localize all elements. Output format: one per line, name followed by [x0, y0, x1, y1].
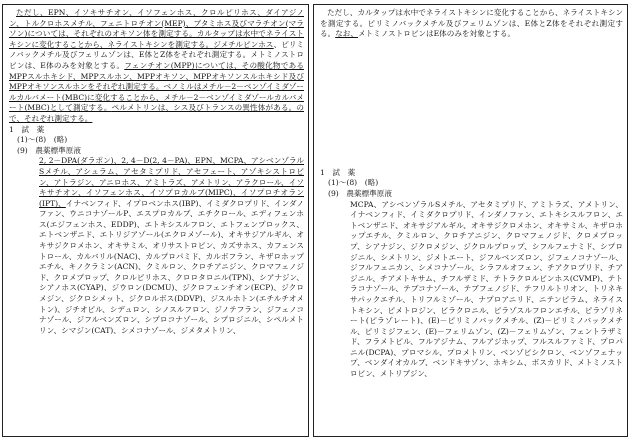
left-intro-underlined-3: フェンチオン(MPP)については、その酸化物であるMPPスルホキシド、MPPスルホン、MPPオキソン、MPPオキソンスルホキシド及びMPPオキソンスルホンをそれぞれ測定する。ベノミルはメチル－2－ベンゾイミダゾールカルバメート(MBC)に変化することから、メチル－2－ベンゾイミダゾールカルバメート(MBC)として測定する。	[9, 60, 304, 113]
right-blank-space	[320, 40, 623, 168]
left-item-9-heading: (9) 農薬標準原液	[17, 145, 81, 155]
right-item-9-heading: (9) 農薬標準原液	[328, 188, 392, 198]
left-list-plain: イナベンフィド、イプロベンホス(IBP)、イミダクロプリド、インダノファン、ウニコナゾールP、エスプロカルブ、エチクロール、エディフェンホス(エジフェンホス、EDDP)、エトキシスルフロン、エトフェンプロックス、エトベンザニド、エトリジアゾール(エクロメゾール)、オキサジアルギル、オキサジクロメホン、オキサミル、オリサストロビン、カズサホス、カフェンストロール、カルバリル(NAC)、カルプロパミド、カルボフラン、キザロホップエチル、キノクラミン(ACN)、クミルロン、クロチアニジン、クロマフェノジド、クロメプロップ、クロルピリホス、クロロタロニル(TPN)、シアナジン、シアノホス(CYAP)、ジウロン(DCMU)、ジクロフェンチオン(ECP)、ジクロメジン、ジクロシメット、ジクロルボス(DDVP)、ジスルホトン(エチルチオメトン)、ジチオピル、シデュロン、シノスルフロン、ジノテフラン、ジフェノコナゾール、ジフルベンズロン、シプロコナゾール、シプロジニル、シペルメトリン、シマジン(CAT)、シメコナゾール、ジメタメトリン、	[39, 198, 304, 335]
left-intro-plain: 、ピリミノバックメチル及びフェリムゾンは、E体とZ体をそれぞれ測定する。メトミノストロビンは、E体のみを対象とする。	[9, 39, 305, 70]
left-intro-paragraph	[9, 8, 304, 125]
right-intro-paragraph	[320, 8, 623, 40]
left-standard-solution-list	[9, 156, 304, 336]
right-column	[313, 4, 628, 437]
left-column	[2, 4, 309, 437]
right-intro-plain: ただし、カルタップは水中でネライストキシンに変化することから、ネライストキシンを測定する。ピリミノバックメチル及びフェリムゾンは、E体とZ体をそれぞれ測定する。	[320, 8, 623, 39]
left-item-1-8: (1)～(8) (略)	[17, 135, 68, 145]
left-intro-underlined-4: ペルメトリンは、シス及びトランスの異性体がある。ので、それぞれ測定する。	[9, 103, 304, 123]
left-list-underlined: 2, 2－DPA(ダラポン)、2, 4－D(2, 4－PA)、EPN、MCPA、アシベンゾラルSメチル、アシュラム、アセタミプリド、アセフェート、アゾキシストロビン、アトラジン、アニロホス、アミトラズ、アメトリン、アラクロール、イソキサチオン、イソフェンホス、イソプロカルブ(MIPC)、イソプロチオラン(IPT)、	[39, 156, 304, 208]
right-item-1-8: (1)～(8) (略)	[328, 178, 379, 188]
right-intro-tail: メトミノストロビンはE体のみを対象とする。	[357, 29, 516, 39]
left-section-heading: 1 試 薬	[9, 124, 45, 134]
left-intro-underlined-1: ただし、EPN、イソキサチオン、イソフェンホス、クロルピリホス、ダイアジノン、トルクロホスメチル、フェニトロチオン(MEP)、ブタミホス及びマラチオン(マラソン)については、それぞれのオキソン体を測定する。カルタップは水中でネライストキシンに変化することから、ネライストキシンを測定する。	[9, 8, 304, 49]
right-section-heading: 1 試 薬	[320, 167, 356, 177]
right-standard-solution-list: MCPA、アシベンゾラルSメチル、アセタミプリド、アミトラズ、アメトリン、イナベンフィド、イミダクロプリド、インダノファン、エトキシスルフロン、エトベンザニド、オキサジアルギル、オキサジクロメホン、オキサミル、キザロホップエチル、クミルロン、クロチアニジン、クロマフェノジド、クロメプロップ、シアナジン、ジクロメジン、ジクロルプロップ、シフルフェナミド、シプロジニル、シメトリン、ジメトエート、ジフルベンズロン、ジフェノコナゾール、ジフルフェニカン、シメコナゾール、シラフルオフェン、チアクロプリド、チアジニル、チアメトキサム、チフルザミド、テトラクロルビンホス(CVMP)、テトラコナゾール、テブコナゾール、テブフェノジド、テフリルトリオン、トリネキサパックエチル、トリフルミゾール、ナプロアニリド、ニテンピラム、ネライストキシン、ピメトロジン、ビラクロニル、ピラゾスルフロンエチル、ピラゾリネート(ピラゾレート)、(E)－ピリミノバックメチル、(Z)－ピリミノバックメチル、ピリミジフェン、(E)－フェリムゾン、(Z)－フェリムゾン、フェントラザミド、フラメトピル、フルアジナム、フルアジホップ、フルスルファミド、プロパニル(DCPA)、プロマシル、プロメトリン、ベンゾビシクロン、ベンゾフェナップ、ベンダイオカルブ、ベンドキサゾン、ホキシム、ボスカリド、メトミノストロビン、メトリブジン、	[350, 199, 623, 379]
right-intro-underlined: なお、	[335, 29, 358, 39]
left-intro-underlined-2: ジメチルピンホス	[213, 39, 274, 49]
